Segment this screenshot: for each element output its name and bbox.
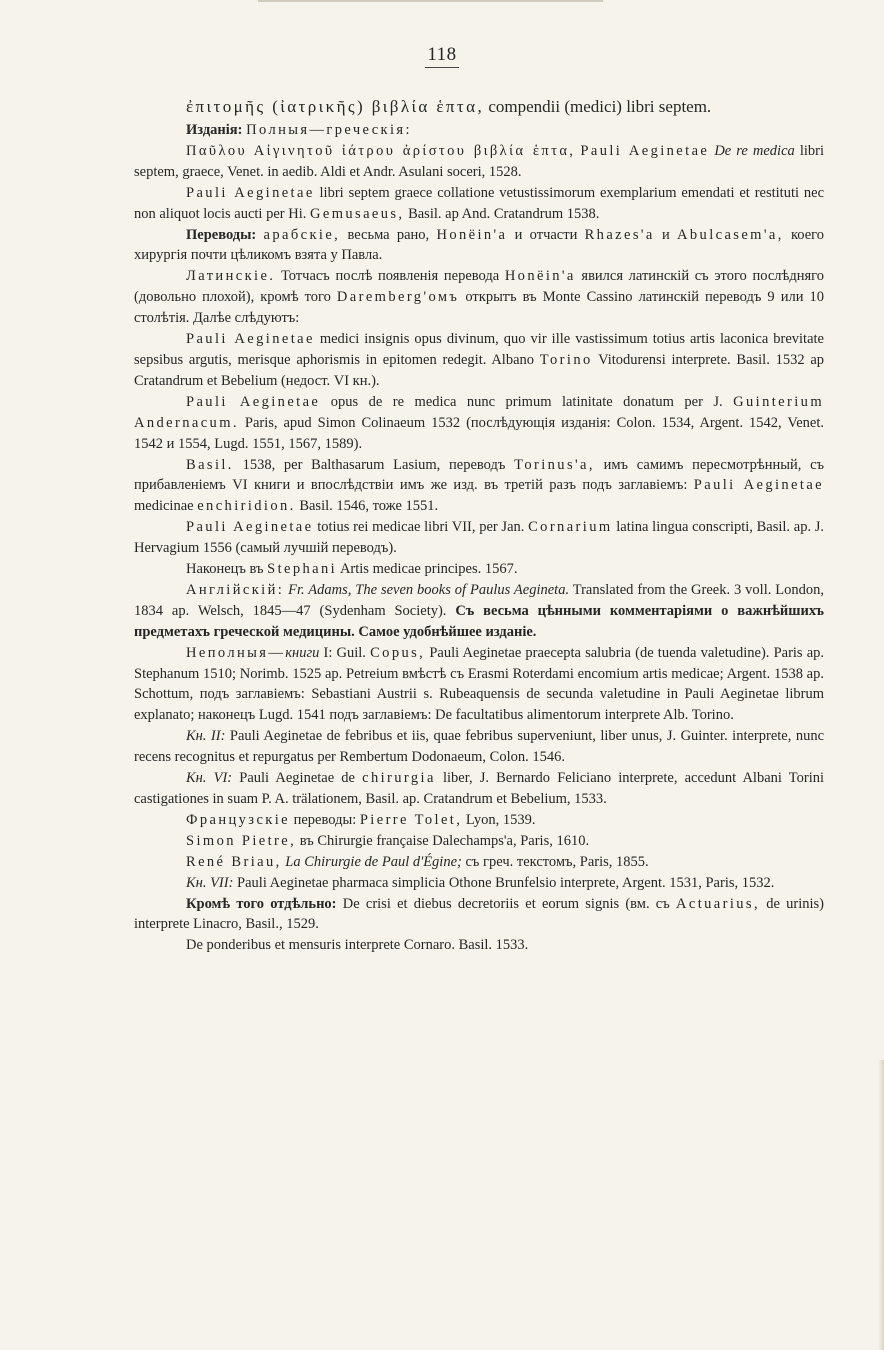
page-edge-shadow [878, 1060, 884, 1350]
body-text: и [662, 226, 670, 243]
edition-text: libri septem graece collatione vetustissimorum exemplarium emendati et restituti nec non aliquot locis aucti per Hi. [134, 184, 825, 222]
body-text: съ греч. текстомъ, Paris, 1855. [465, 853, 649, 870]
book-entry [134, 768, 824, 810]
body-text: Translated from the Greek. 3 voll. London, 1834 ap. Welsch, 1845—47 (Sydenham Society). [134, 581, 824, 619]
subject-name: chirurgia [362, 770, 436, 787]
partial-label-italic: книги [285, 644, 320, 661]
book-label: Кн. II: [186, 728, 226, 745]
translator-name: Guinterium Andernacum. [134, 393, 825, 431]
author-name: Pauli Aeginetae [186, 519, 314, 536]
final-entry [134, 935, 824, 956]
body-text: открытъ въ Monte Cassino латинскій переводъ 9 или 10 столѣтія. Далѣе слѣдуютъ: [134, 289, 825, 327]
body-text: De ponderibus et mensuris interprete Cornaro. Basil. 1533. [186, 937, 529, 954]
book-entry [134, 873, 824, 894]
edition-text: Basil. ap And. Cratandrum 1538. [408, 205, 600, 222]
translator-name: Fr. Adams, [288, 581, 352, 598]
translator-name: Abulcasem'a, [677, 226, 784, 243]
work-title: De re medica [714, 142, 795, 159]
body-text: переводы: [293, 811, 357, 828]
latin-translations-paragraph [134, 266, 824, 329]
body-text: Pauli Aeginetae praecepta salubria (de tuenda valetudine). Paris ap. Stephanum 1510; Norimb. 1525 ap. Petreium вмѣстѣ съ Erasmi Roterdami encomium artis medicae; Argent. 1538 ap. Schottum, подъ заглавіемъ: Sebastiani Austrii s. Rubeaquensis de secunda valetudine in Pauli Aeginetae librum explanato; наконецъ Lugd. 1541 подъ заглавіемъ: De facultatibus alimentorum interprete Alb. Torino. [134, 644, 825, 724]
translator-name: Honëin'a [436, 226, 508, 243]
editor-name: Gemusaeus, [309, 205, 405, 222]
body-text: имъ самимъ пересмотрѣнный, съ прибавленіемъ VI книги и впослѣдствіи имъ же изд. въ третій разъ подъ заглавіемъ: [134, 456, 825, 494]
partial-label: Неполныя— [186, 644, 286, 661]
body-text: въ Chirurgie française Dalechamps'a, Paris, 1610. [299, 832, 590, 849]
editions-header [134, 120, 824, 141]
body-text: opus de re medica nunc primum latinitate donatum per J. [330, 393, 723, 410]
author-name: Copus, [370, 644, 426, 661]
body-text: Pauli Aeginetae de febribus et iis, quae febribus superveniunt, liber unus, J. Guinter. interprete, nunc recens recognitus et repurgatus per Rembertum Dodonaeum, Colon. 1546. [134, 728, 825, 766]
french-label: Французскіе [186, 811, 290, 828]
translations-label: Переводы: [186, 226, 257, 243]
french-entry [134, 810, 824, 831]
entry-paragraph [134, 392, 824, 455]
translator-name: Rhazes'a [584, 226, 655, 243]
spaced-text: арабскіе, [263, 226, 341, 243]
entry-paragraph [134, 559, 824, 580]
editions-sub: Полныя—греческія: [246, 122, 412, 138]
section-heading [134, 96, 824, 118]
body-text: 1538, per Balthasarum Lasium, переводъ [242, 456, 506, 473]
author-name: Pauli Aeginetae [186, 331, 315, 348]
work-title: La Chirurgie de Paul d'Égine; [285, 853, 462, 870]
body-text: De crisi et diebus decretoriis et eorum signis (вм. съ [342, 895, 670, 912]
body-text: liber, J. Bernardo Feliciano interprete, accedunt Albani Torini castigationes in suam P. A. trälationem, Basil. ap. Cratandrum et Bebelium, 1533. [134, 770, 825, 807]
body-text: medici insignis opus divinum, quo vir ille vastissimum totius artis laconica brevitate sepsibus argutis, merisque aphorismis in epitomen redegit. Albano [134, 331, 824, 368]
author-name: Actuarius, [675, 895, 760, 912]
body-text: Basil. 1546, тоже 1551. [299, 498, 439, 515]
body-text: Artis medicae principes. 1567. [339, 561, 518, 578]
translator-name: Torinus'a, [514, 456, 595, 473]
translations-paragraph [134, 225, 824, 267]
english-paragraph [134, 580, 824, 643]
author-name: Pauli Aeginetae [580, 142, 710, 159]
body-text: и отчасти [514, 226, 578, 243]
entry-paragraph [134, 329, 824, 392]
body-text: весьма рано, [347, 226, 430, 243]
heading-greek: ἐπιτομῆς (ἰατρικῆς) βιβλία ἑπτα, [186, 97, 485, 116]
body-text: medicinae [134, 498, 194, 515]
author-name: Pauli Aeginetae [693, 477, 824, 494]
separate-label: Кромѣ того отдѣльно: [186, 895, 337, 912]
body-text: latina lingua conscripti, Basil. ap. J. Hervagium 1556 (самый лучшій переводъ). [134, 519, 825, 557]
body-text: Pauli Aeginetae de [239, 770, 355, 787]
translator-name: Honëin'a [504, 268, 576, 285]
bold-note: Съ весьма цѣнными комментаріями о важнѣйшихъ предметахъ греческой медицины. Самое удобнѣйшее изданіе. [134, 602, 824, 640]
translator-name: Cornarium [528, 519, 613, 536]
edition-text: libri septem, graece, Venet. in aedib. Aldi et Andr. Asulani soceri, 1528. [134, 142, 824, 180]
partial-paragraph [134, 643, 824, 727]
book-entry [134, 726, 824, 768]
body-text: I: Guil. [323, 644, 366, 661]
translator-name: Pierre Tolet, [359, 811, 463, 828]
author-name: Pauli Aeginetae [186, 184, 315, 201]
body-text: Pauli Aeginetae pharmaca simplicia Othone Brunfelsio interprete, Argent. 1531, Paris, 1532. [237, 874, 775, 891]
entry-paragraph [134, 517, 824, 559]
body-text: Vitodurensi interprete. Basil. 1532 ap Cratandrum et Bebelium (недост. VI кн.). [134, 351, 825, 389]
separate-entry [134, 894, 824, 936]
entry-paragraph [134, 455, 824, 518]
body-text: коего хирургія почти цѣликомъ взята у Павла. [134, 226, 825, 264]
english-label: Англійскій: [186, 581, 285, 598]
page-body [134, 96, 824, 956]
body-text: Lyon, 1539. [465, 811, 536, 828]
greek-title: Παῦλου Αἰγινητοῦ ἰάτρου ἀρίστου βιβλία ἑπτα, [186, 142, 576, 159]
body-text: totius rei medicae libri VII, per Jan. [317, 519, 525, 536]
work-title: enchiridion. [197, 498, 296, 515]
heading-latin: compendii (medici) libri septem. [488, 97, 712, 116]
body-text: Paris, apud Simon Colinaeum 1532 (послѣдующія изданія: Colon. 1534, Argent. 1542, Venet. 1542 и 1554, Lugd. 1551, 1567, 1589). [134, 414, 825, 452]
editions-label: Изданія: [186, 122, 243, 138]
book-label: Кн. VI: [186, 770, 233, 787]
top-border-line [258, 0, 603, 2]
body-text: Наконецъ въ [186, 561, 264, 578]
french-entry [134, 831, 824, 852]
french-entry [134, 852, 824, 873]
body-text: de urinis) interprete Linacro, Basil., 1529. [134, 895, 824, 933]
work-title: The seven books of Paulus Aegineta. [355, 581, 570, 598]
edition-paragraph [134, 183, 824, 225]
latin-label: Латинскіе. [186, 268, 276, 285]
page-number: 118 [0, 44, 884, 68]
body-text: Тотчасъ послѣ появленія перевода [280, 268, 500, 285]
translator-name: René Briau, [186, 853, 282, 870]
author-name: Stephani [267, 561, 338, 578]
author-name: Pauli Aeginetae [186, 393, 321, 410]
book-label: Кн. VII: [186, 874, 234, 891]
body-text: явился латинскій съ этого послѣдняго (довольно плохой), кромѣ того [134, 268, 825, 306]
edition-paragraph [134, 141, 824, 183]
place-name: Basil. [186, 456, 234, 473]
translator-name: Simon Pietre, [186, 832, 297, 849]
translator-name: Torino [539, 351, 593, 368]
scholar-name: Daremberg'омъ [336, 289, 460, 306]
